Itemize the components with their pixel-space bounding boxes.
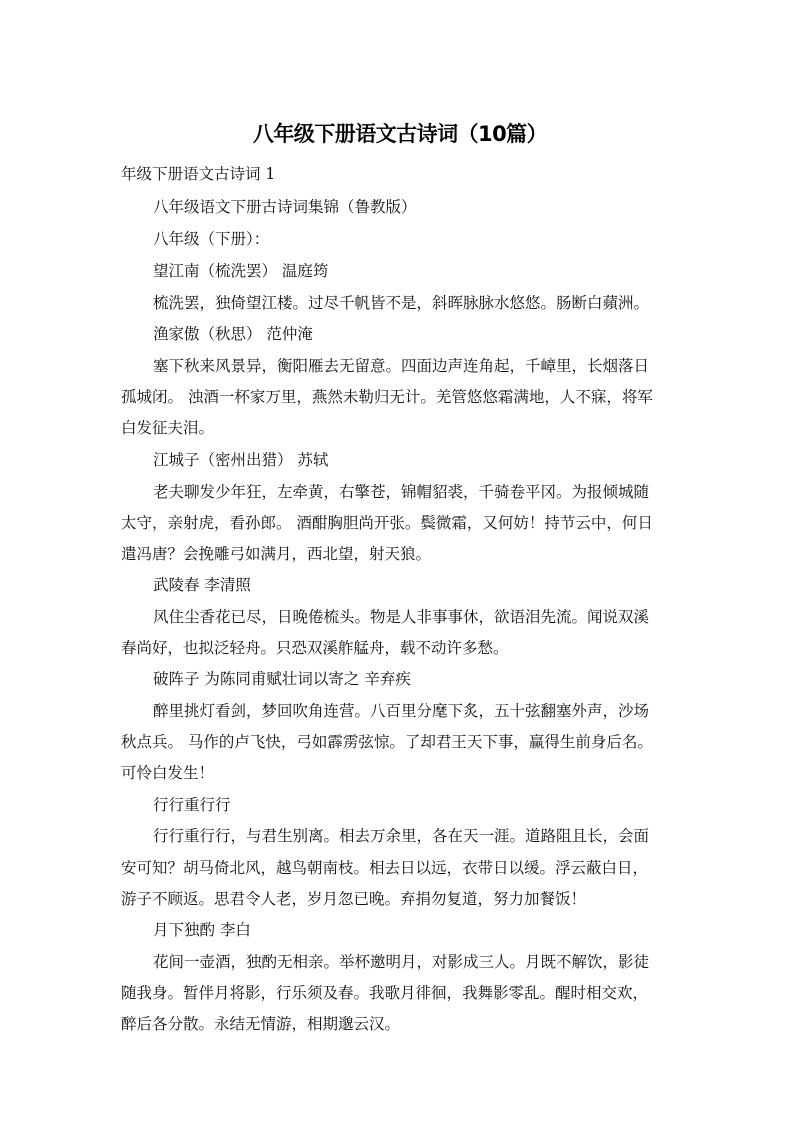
- poem-title: 渔家傲（秋思） 范仲淹: [153, 325, 313, 343]
- poem-text-line: 春尚好，也拟泛轻舟。只恐双溪舴艋舟，载不动许多愁。: [121, 639, 509, 657]
- poem-text-line: 太守，亲射虎，看孙郎。 酒酣胸胆尚开张。鬓微霜，又何妨！持节云中，何日: [121, 514, 653, 532]
- collection-title: 八年级语文下册古诗词集锦（鲁教版）: [153, 198, 417, 216]
- poem-text-line: 醉里挑灯看剑，梦回吹角连营。八百里分麾下炙，五十弦翻塞外声，沙场: [153, 702, 650, 720]
- poem-text-line: 塞下秋来风景异，衡阳雁去无留意。四面边声连角起，千嶂里，长烟落日: [153, 357, 650, 375]
- poem-text-line: 行行重行行，与君生别离。相去万余里，各在天一涯。道路阻且长，会面: [153, 827, 650, 845]
- poem-text-line: 醉后各分散。永结无情游，相期邈云汉。: [121, 1015, 401, 1033]
- poem-title: 江城子（密州出猎） 苏轼: [153, 451, 329, 469]
- poem-text-line: 可怜白发生！: [121, 764, 215, 782]
- section-heading: 年级下册语文古诗词 1: [121, 165, 276, 183]
- poem-text-line: 遣冯唐？会挽雕弓如满月，西北望，射天狼。: [121, 545, 432, 563]
- poem-text-line: 梳洗罢，独倚望江楼。过尽千帆皆不是，斜晖脉脉水悠悠。肠断白蘋洲。: [153, 294, 650, 312]
- poem-title: 破阵子 为陈同甫赋壮词以寄之 辛弃疾: [153, 670, 411, 688]
- poem-title: 行行重行行: [153, 796, 231, 814]
- poem-text-line: 游子不顾返。思君令人老，岁月忽已晚。弃捐勿复道，努力加餐饭！: [121, 890, 587, 908]
- poem-text-line: 安可知？胡马倚北风，越鸟朝南枝。相去日以远，衣带日以缓。浮云蔽白日，: [121, 859, 649, 877]
- poem-text-line: 老夫聊发少年狂，左牵黄，右擎苍，锦帽貂裘，千骑卷平冈。为报倾城随: [153, 483, 650, 501]
- poem-title: 望江南（梳洗罢） 温庭筠: [153, 262, 329, 280]
- poem-text-line: 孤城闭。 浊酒一杯家万里，燕然未勒归无计。羌管悠悠霜满地，人不寐，将军: [121, 388, 653, 406]
- poem-text-line: 秋点兵。 马作的卢飞快，弓如霹雳弦惊。了却君王天下事，赢得生前身后名。: [121, 733, 653, 751]
- poem-text-line: 风住尘香花已尽，日晚倦梳头。物是人非事事休，欲语泪先流。闻说双溪: [153, 608, 650, 626]
- poem-text-line: 花间一壶酒，独酌无相亲。举杯邀明月，对影成三人。月既不解饮，影徒: [153, 953, 650, 971]
- grade-label: 八年级（下册）：: [153, 230, 270, 248]
- poem-text-line: 随我身。暂伴月将影，行乐须及春。我歌月徘徊，我舞影零乱。醒时相交欢，: [121, 984, 649, 1002]
- poem-text-line: 白发征夫泪。: [121, 419, 215, 437]
- poem-title: 武陵春 李清照: [153, 576, 251, 594]
- poem-title: 月下独酌 李白: [153, 921, 251, 939]
- document-title: 八年级下册语文古诗词（10篇）: [252, 122, 548, 146]
